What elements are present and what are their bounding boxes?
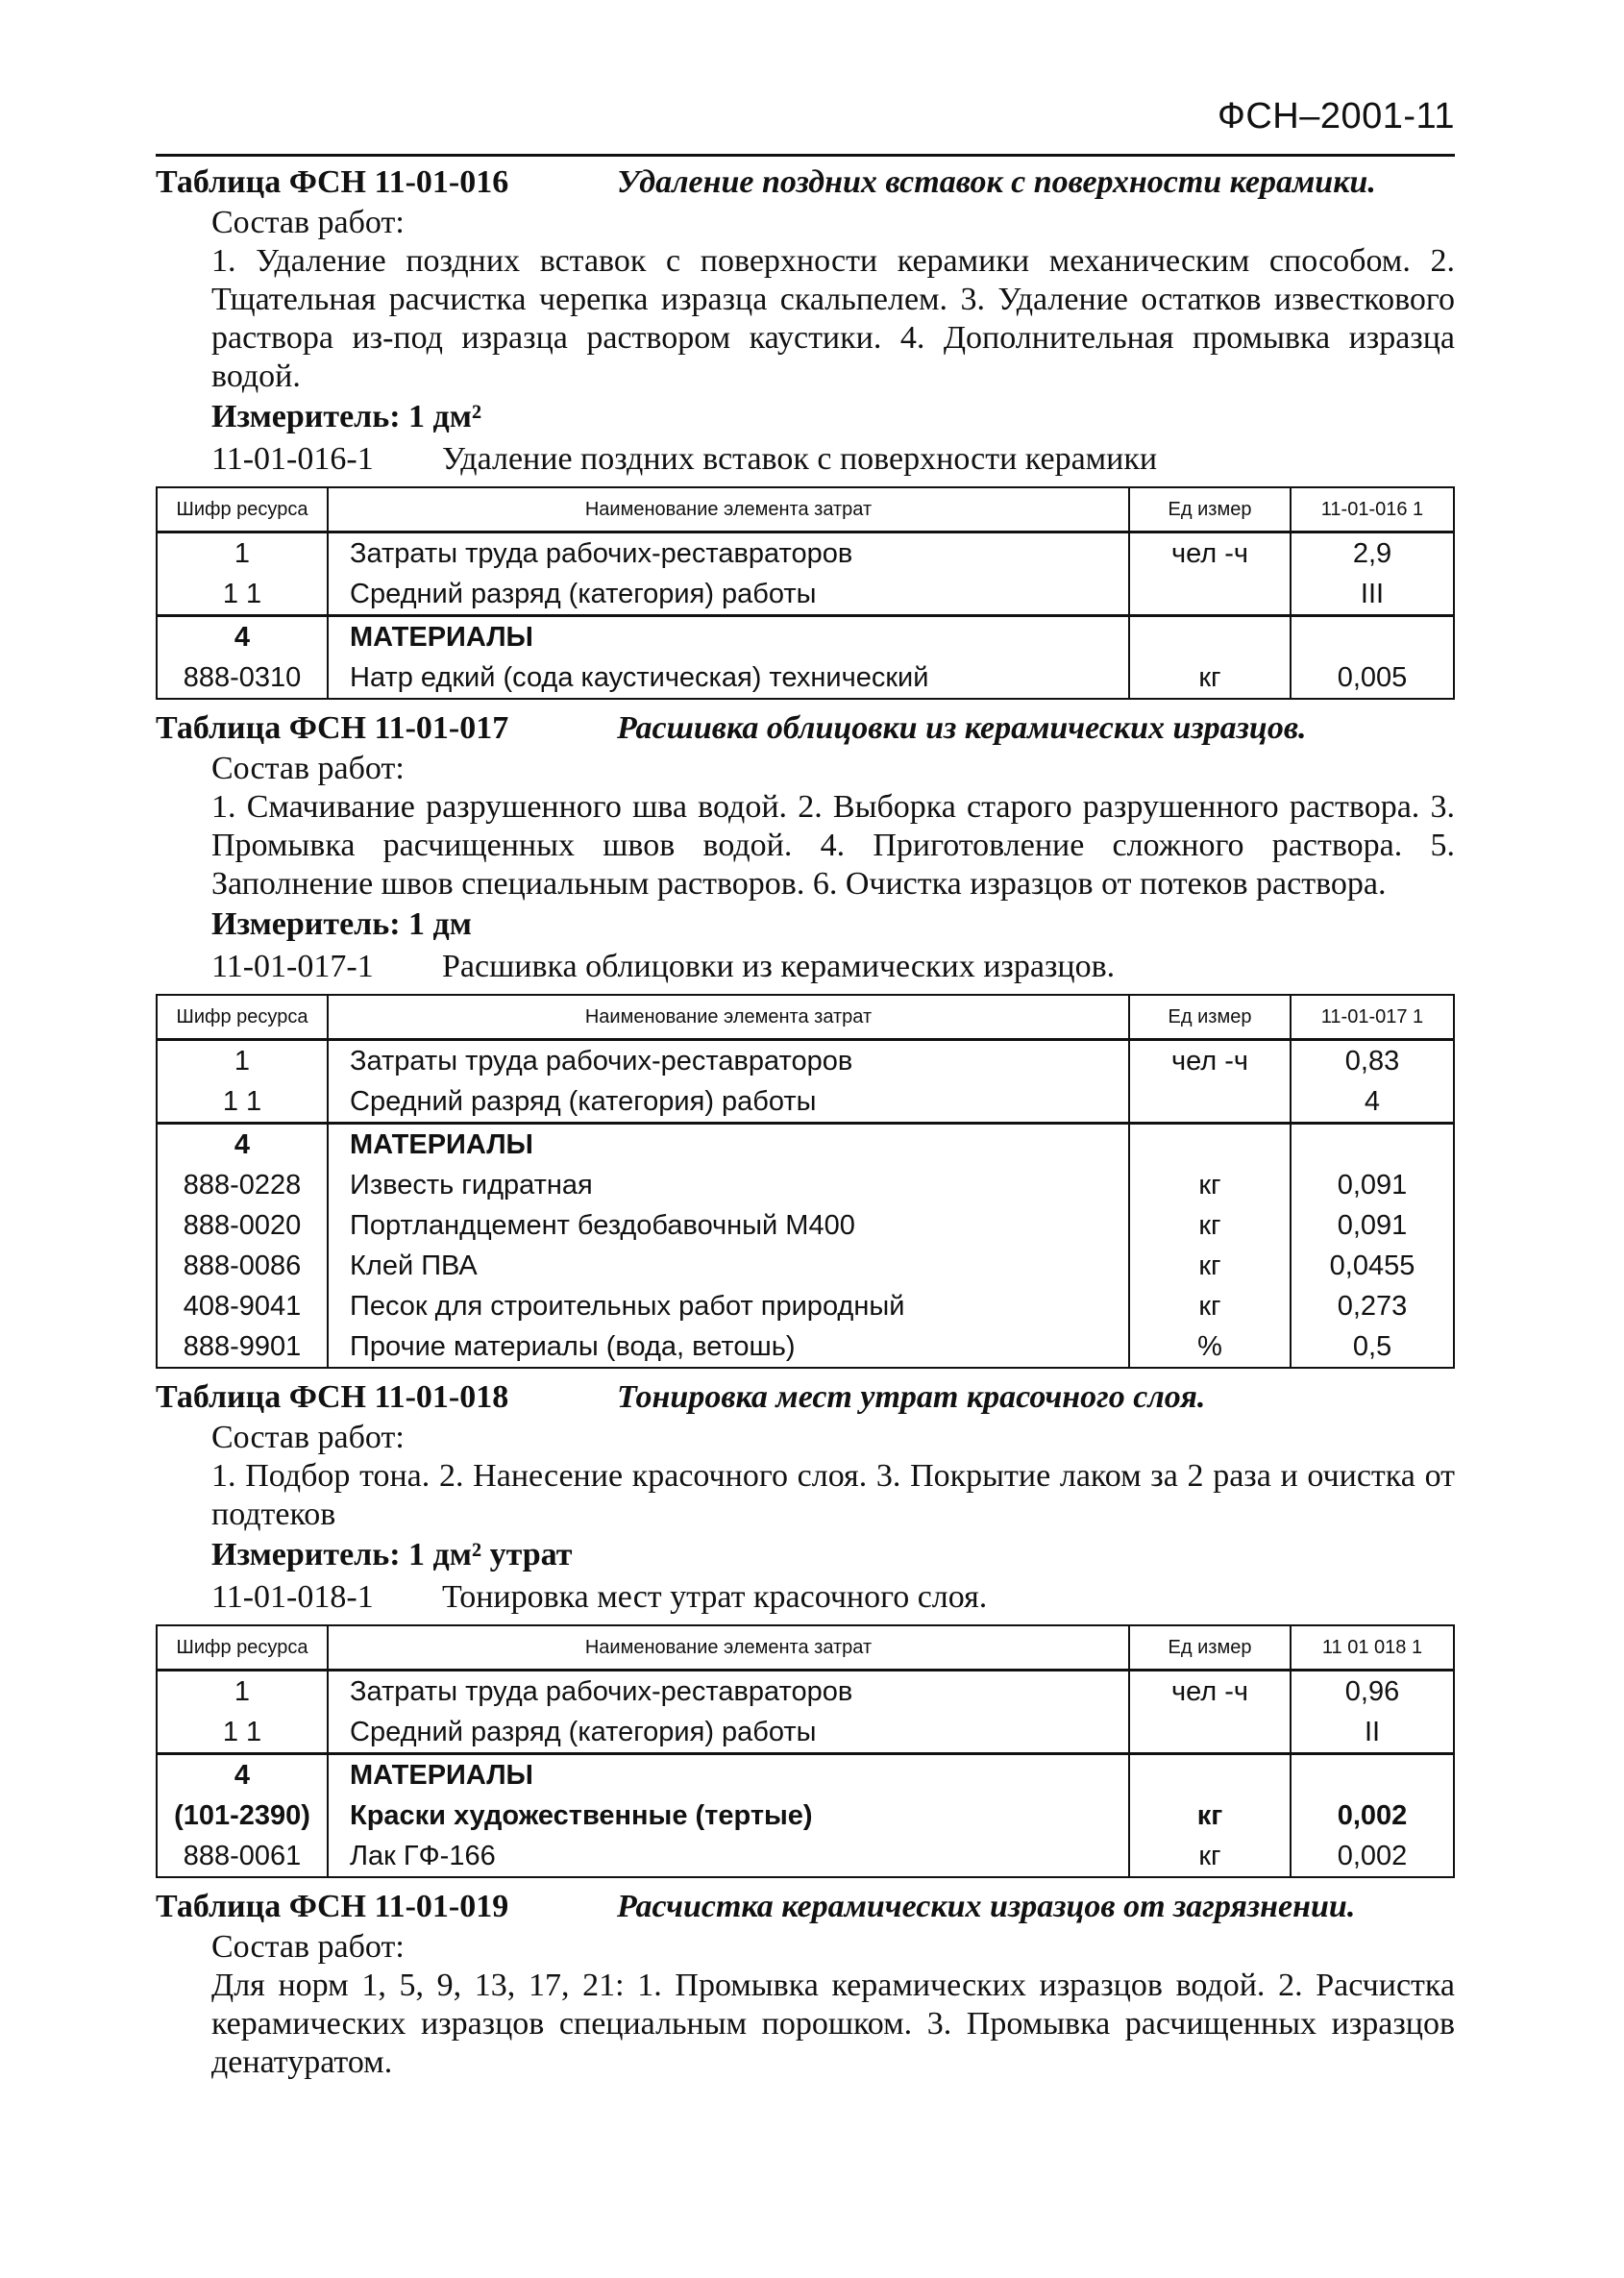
cell-value	[1291, 1754, 1454, 1796]
cell-code: 1	[157, 1040, 328, 1082]
section-017	[156, 707, 1455, 1369]
table-header-row	[157, 487, 1454, 532]
table-number: Таблица ФСН 11-01-017	[156, 710, 509, 746]
cell-code: 4	[157, 1124, 328, 1166]
measure-unit: Измеритель: 1 дм²	[211, 399, 482, 434]
cell-name: Затраты труда рабочих-реставраторов	[328, 532, 1129, 575]
norm-line	[156, 946, 1455, 988]
cell-code: 888-0228	[157, 1165, 328, 1205]
col-header-code: Шифр ресурса	[157, 1625, 328, 1671]
table-row-materials-header	[157, 1124, 1454, 1166]
col-header-name: Наименование элемента затрат	[328, 487, 1129, 532]
col-header-code: Шифр ресурса	[157, 487, 328, 532]
cell-name: МАТЕРИАЛЫ	[328, 1754, 1129, 1796]
composition-label: Состав работ:	[211, 751, 405, 786]
composition-label: Состав работ:	[211, 1420, 405, 1455]
cell-name: Клей ПВА	[328, 1246, 1129, 1286]
table-title: Удаление поздних вставок с поверхности керамики.	[617, 164, 1376, 200]
cell-unit: кг	[1129, 1836, 1291, 1877]
table-row	[157, 1286, 1454, 1326]
table-row-materials-header	[157, 1754, 1454, 1796]
cell-code: 408-9041	[157, 1286, 328, 1326]
measure-unit: Измеритель: 1 дм	[211, 906, 472, 942]
cell-unit: чел -ч	[1129, 1671, 1291, 1713]
cell-name: Натр едкий (сода каустическая) технический	[328, 657, 1129, 699]
cell-code: 1	[157, 1671, 328, 1713]
table-heading	[156, 1886, 1455, 1928]
table-row	[157, 574, 1454, 616]
cell-unit: чел -ч	[1129, 532, 1291, 575]
resource-table	[156, 994, 1455, 1369]
table-row	[157, 1205, 1454, 1246]
composition-text: Для норм 1, 5, 9, 13, 17, 21: 1. Промывка керамических изразцов водой. 2. Расчистка керамических изразцов специальным порошком. 3. Промывка расчищенных изразцов денатуратом.	[211, 1968, 1455, 2080]
section-016	[156, 161, 1455, 700]
cell-value: 0,091	[1291, 1165, 1454, 1205]
table-heading	[156, 1376, 1455, 1419]
resource-table	[156, 1624, 1455, 1878]
cell-value: 2,9	[1291, 532, 1454, 575]
composition-text: 1. Удаление поздних вставок с поверхности керамики механическим способом. 2. Тщательная расчистка черепка изразца скальпелем. 3. Удаление остатков известкового раствора из-под изразца раствором каустики. 4. Дополнительная промывка изразца водой.	[211, 243, 1455, 394]
cell-value: 0,002	[1291, 1836, 1454, 1877]
cell-value: 0,5	[1291, 1326, 1454, 1368]
cell-value: 0,273	[1291, 1286, 1454, 1326]
resource-table	[156, 486, 1455, 700]
col-header-unit: Ед измер	[1129, 995, 1291, 1040]
cell-code: 4	[157, 1754, 328, 1796]
section-019	[156, 1886, 1455, 2082]
cell-name: Известь гидратная	[328, 1165, 1129, 1205]
cell-name: Краски художественные (тертые)	[328, 1795, 1129, 1836]
cell-unit	[1129, 1754, 1291, 1796]
table-heading	[156, 161, 1455, 204]
cell-name: Средний разряд (категория) работы	[328, 1081, 1129, 1124]
cell-code: (101-2390)	[157, 1795, 328, 1836]
cell-value: 0,002	[1291, 1795, 1454, 1836]
header-rule	[156, 154, 1455, 157]
norm-code: 11-01-017-1	[211, 949, 374, 984]
cell-unit: кг	[1129, 1205, 1291, 1246]
composition-label: Состав работ:	[211, 1929, 405, 1965]
col-header-name: Наименование элемента затрат	[328, 995, 1129, 1040]
cell-unit	[1129, 1081, 1291, 1124]
cell-unit: %	[1129, 1326, 1291, 1368]
norm-title: Тонировка мест утрат красочного слоя.	[442, 1579, 988, 1615]
table-header-row	[157, 995, 1454, 1040]
cell-value: 4	[1291, 1081, 1454, 1124]
cell-name: Песок для строительных работ природный	[328, 1286, 1129, 1326]
cell-name: Лак ГФ-166	[328, 1836, 1129, 1877]
norm-code: 11-01-018-1	[211, 1579, 374, 1615]
table-row	[157, 1246, 1454, 1286]
measure-unit: Измеритель: 1 дм² утрат	[211, 1537, 573, 1572]
section-018	[156, 1376, 1455, 1878]
cell-code: 1 1	[157, 1081, 328, 1124]
cell-unit	[1129, 1712, 1291, 1754]
composition-text: 1. Подбор тона. 2. Нанесение красочного слоя. 3. Покрытие лаком за 2 раза и очистка от подтеков	[211, 1458, 1455, 1532]
col-header-value: 11-01-017 1	[1291, 995, 1454, 1040]
cell-code: 888-0310	[157, 657, 328, 699]
cell-value: 0,091	[1291, 1205, 1454, 1246]
cell-name: Средний разряд (категория) работы	[328, 1712, 1129, 1754]
table-header-row	[157, 1625, 1454, 1671]
table-row	[157, 1326, 1454, 1368]
table-row-materials-header	[157, 616, 1454, 658]
cell-unit: кг	[1129, 657, 1291, 699]
table-row	[157, 1712, 1454, 1754]
cell-unit	[1129, 616, 1291, 658]
table-title: Расчистка керамических изразцов от загрязнении.	[617, 1889, 1356, 1924]
table-title: Тонировка мест утрат красочного слоя.	[617, 1379, 1206, 1415]
cell-value	[1291, 616, 1454, 658]
cell-unit	[1129, 1124, 1291, 1166]
table-row	[157, 657, 1454, 699]
table-number: Таблица ФСН 11-01-018	[156, 1379, 509, 1415]
cell-code: 888-0086	[157, 1246, 328, 1286]
norm-line	[156, 1576, 1455, 1619]
composition-label: Состав работ:	[211, 205, 405, 240]
cell-name: МАТЕРИАЛЫ	[328, 1124, 1129, 1166]
cell-value: II	[1291, 1712, 1454, 1754]
cell-code: 888-9901	[157, 1326, 328, 1368]
cell-name: Затраты труда рабочих-реставраторов	[328, 1671, 1129, 1713]
table-row	[157, 1040, 1454, 1082]
col-header-value: 11 01 018 1	[1291, 1625, 1454, 1671]
cell-unit	[1129, 574, 1291, 616]
cell-unit: кг	[1129, 1246, 1291, 1286]
cell-value: 0,96	[1291, 1671, 1454, 1713]
composition-text: 1. Смачивание разрушенного шва водой. 2. Выборка старого разрушенного раствора. 3. Промывка расчищенных швов водой. 4. Приготовление сложного раствора. 5. Заполнение швов специальным растворов. 6. Очистка изразцов от потеков раствора.	[211, 789, 1455, 902]
cell-unit: кг	[1129, 1795, 1291, 1836]
cell-value: 0,005	[1291, 657, 1454, 699]
table-number: Таблица ФСН 11-01-016	[156, 164, 509, 200]
table-title: Расшивка облицовки из керамических изразцов.	[617, 710, 1307, 746]
cell-name: МАТЕРИАЛЫ	[328, 616, 1129, 658]
table-row	[157, 532, 1454, 575]
norm-code: 11-01-016-1	[211, 441, 374, 477]
cell-code: 1	[157, 532, 328, 575]
table-row	[157, 1795, 1454, 1836]
table-row	[157, 1836, 1454, 1877]
cell-unit: кг	[1129, 1165, 1291, 1205]
document-content	[156, 161, 1455, 2082]
cell-unit: кг	[1129, 1286, 1291, 1326]
running-head: ФСН–2001-11	[1217, 96, 1455, 136]
table-row	[157, 1081, 1454, 1124]
cell-code: 888-0061	[157, 1836, 328, 1877]
col-header-unit: Ед измер	[1129, 1625, 1291, 1671]
norm-line	[156, 438, 1455, 481]
cell-value	[1291, 1124, 1454, 1166]
cell-name: Портландцемент бездобавочный М400	[328, 1205, 1129, 1246]
cell-name: Прочие материалы (вода, ветошь)	[328, 1326, 1129, 1368]
col-header-value: 11-01-016 1	[1291, 487, 1454, 532]
col-header-code: Шифр ресурса	[157, 995, 328, 1040]
cell-value: III	[1291, 574, 1454, 616]
table-heading	[156, 707, 1455, 750]
cell-code: 1 1	[157, 1712, 328, 1754]
cell-name: Средний разряд (категория) работы	[328, 574, 1129, 616]
cell-code: 888-0020	[157, 1205, 328, 1246]
cell-value: 0,0455	[1291, 1246, 1454, 1286]
table-row	[157, 1165, 1454, 1205]
norm-title: Удаление поздних вставок с поверхности керамики	[442, 441, 1158, 477]
col-header-name: Наименование элемента затрат	[328, 1625, 1129, 1671]
cell-name: Затраты труда рабочих-реставраторов	[328, 1040, 1129, 1082]
cell-value: 0,83	[1291, 1040, 1454, 1082]
table-number: Таблица ФСН 11-01-019	[156, 1889, 509, 1924]
table-row	[157, 1671, 1454, 1713]
norm-title: Расшивка облицовки из керамических изразцов.	[442, 949, 1116, 984]
col-header-unit: Ед измер	[1129, 487, 1291, 532]
cell-code: 4	[157, 616, 328, 658]
cell-unit: чел -ч	[1129, 1040, 1291, 1082]
cell-code: 1 1	[157, 574, 328, 616]
